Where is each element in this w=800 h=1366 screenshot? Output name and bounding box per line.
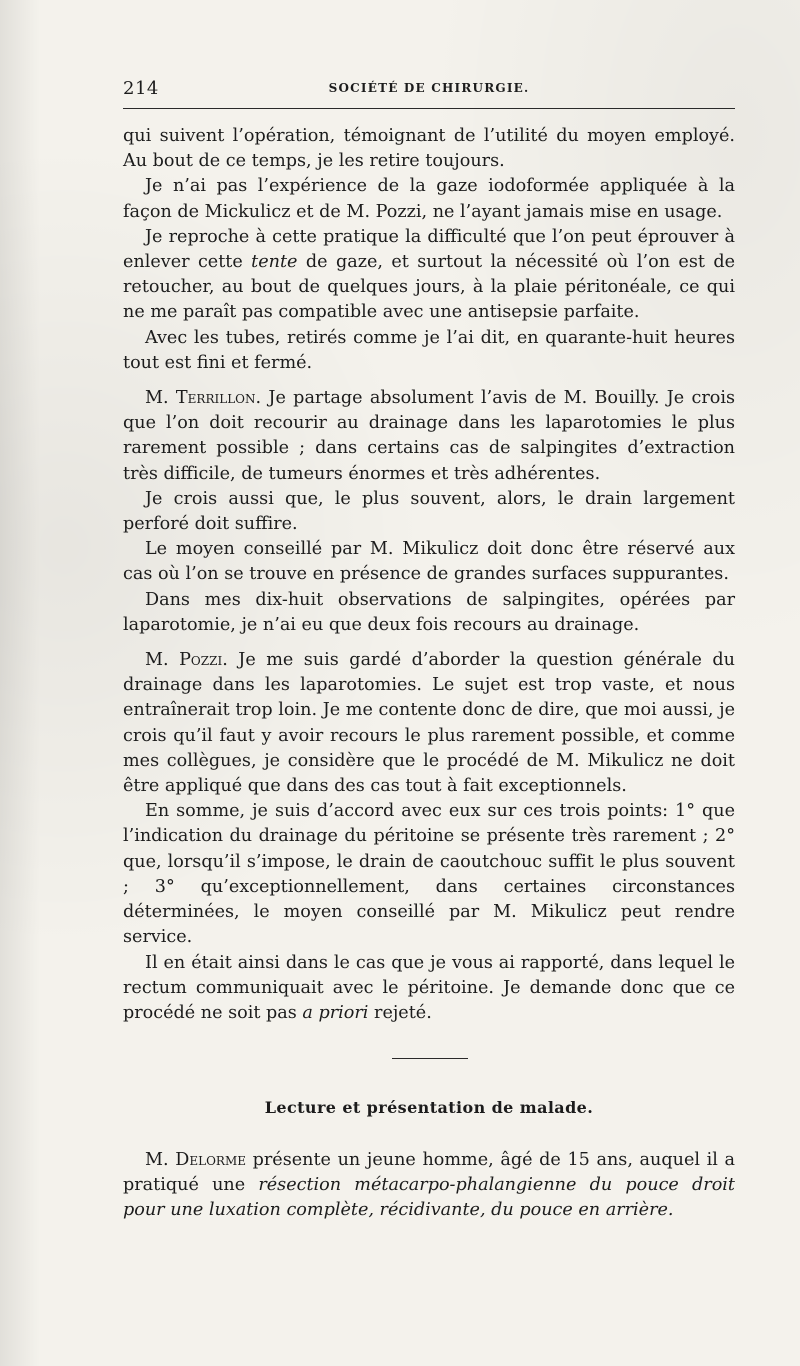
page-edge-shadow — [0, 0, 40, 1366]
section-divider — [392, 1058, 468, 1059]
italic-term-a-priori: a priori — [302, 1002, 369, 1023]
paragraph-10: En somme, je suis d’accord avec eux sur ces trois points: 1° que l’indication du drainage du péritoine se présente très rarement ; 2° que, lorsqu’il s’impose, le drain de caoutchouc suffit le plus souvent ; 3° qu’exceptionnellement, dans certaines circonstances déterminées, le moyen conseillé par M. Mikulicz peut rendre service. — [123, 801, 735, 948]
paragraph-3 — [123, 225, 735, 326]
speaker-name-terrillon: Terrillon — [175, 388, 256, 409]
final-paragraph — [123, 1148, 735, 1224]
paragraph-6: Je crois aussi que, le plus souvent, alors, le drain largement perforé doit suffire. — [123, 488, 735, 535]
paragraph-11 — [123, 951, 735, 1027]
speaker-prefix: M. — [145, 650, 180, 671]
paragraph-2: Je n’ai pas l’expérience de la gaze iodoformée appliquée à la façon de Mickulicz et de M. Pozzi, ne l’ayant jamais mise en usage. — [123, 176, 735, 222]
header-rule — [123, 108, 735, 109]
final-paragraph-block — [123, 1148, 735, 1224]
paragraph-8: Dans mes dix-huit observations de salpingites, opérées par laparotomie, je n’ai eu que deux fois recours au drainage. — [123, 589, 735, 635]
section-heading: Lecture et présentation de malade. — [264, 1098, 594, 1117]
paragraph-7: Le moyen conseillé par M. Mikulicz doit donc être réservé aux cas où l’on se trouve en présence de grandes surfaces suppurantes. — [123, 539, 735, 585]
speaker-prefix: M. — [145, 1150, 176, 1170]
speaker-name-pozzi: Pozzi — [179, 650, 223, 671]
paragraph-3-end: de gaze, et surtout la nécessité où l’on est de retoucher, au bout de quelques jours, à la plaie péritonéale, ce qui ne me paraît pas compatible avec une antisepsie parfaite. — [123, 252, 736, 323]
speaker-prefix: M. — [145, 388, 176, 409]
page-header — [123, 78, 735, 100]
italic-term-tente: tente — [251, 252, 298, 273]
paragraph-5-text: . Je partage absolument l’avis de M. Bouilly. Je crois que l’on doit recourir au drainage dans les laparotomies le plus rarement possible ; dans certains cas de salpingites d’extraction très difficile, de tumeurs énormes et très adhérentes. — [123, 388, 736, 484]
paragraph-9 — [123, 648, 735, 799]
final-paragraph-text: présente un jeune homme, âgé de 15 ans, auquel il a pratiqué une — [123, 1150, 735, 1196]
page-number: 214 — [123, 78, 159, 99]
speaker-name-delorme: Delorme — [175, 1150, 246, 1170]
paragraph-11-end: rejeté. — [368, 1002, 432, 1023]
paragraph-5 — [123, 386, 735, 487]
paragraph-1: qui suivent l’opération, témoignant de l’utilité du moyen employé. Au bout de ce temps, je les retire toujours. — [123, 126, 735, 172]
paragraph-4: Avec les tubes, retirés comme je l’ai dit, en quarante-huit heures tout est fini et fermé. — [123, 327, 735, 373]
body-text — [123, 124, 735, 1026]
paragraph-11-start: Il en était ainsi dans le cas que je vous ai rapporté, dans lequel le rectum communiquait avec le péritoine. Je demande donc que ce procédé ne soit pas — [123, 952, 735, 1023]
paragraph-3-start: Je reproche à cette pratique la difficulté que l’on peut éprouver à enlever cette — [123, 226, 735, 273]
paragraph-9-text: . Je me suis gardé d’aborder la question générale du drainage dans les laparotomies. Le sujet est trop vaste, et nous entraînerait trop loin. Je me contente donc de dire, que moi aussi, je crois qu’il faut y avoir recours le plus rarement possible, et comme mes collègues, je considère que le procédé de M. Mikulicz ne doit être appliqué que dans des cas tout à fait exceptionnels. — [123, 650, 735, 797]
italic-procedure: résection métacarpo-phalangienne du pouce droit pour une luxation complète, récidivante, du pouce en arrière. — [123, 1175, 735, 1221]
running-head: SOCIÉTÉ DE CHIRURGIE. — [328, 81, 530, 95]
